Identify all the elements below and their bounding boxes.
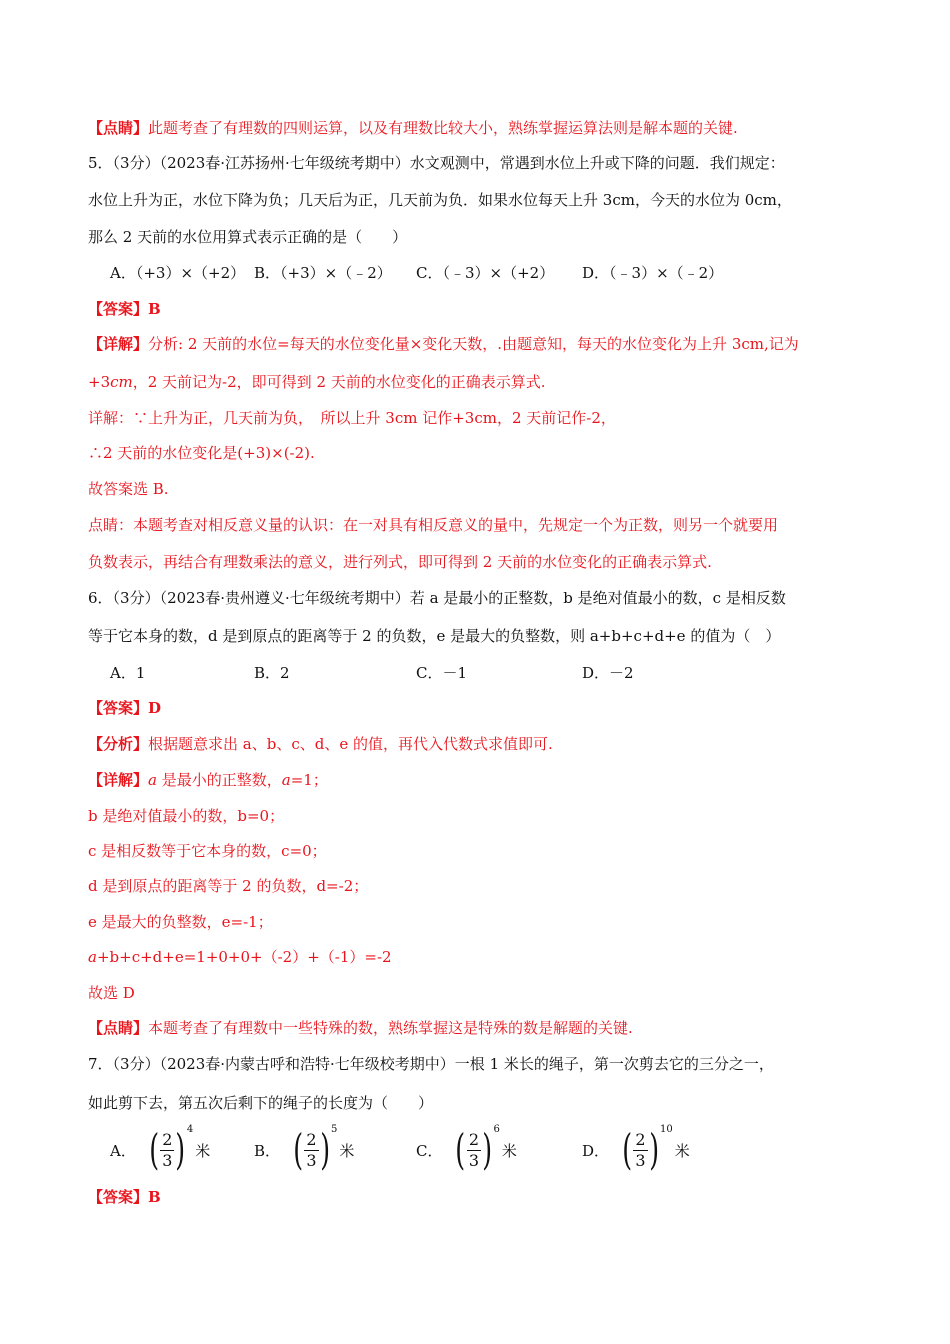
q6-analysis-text: 根据题意求出 a、b、c、d、e 的值，再代入代数式求值即可. bbox=[148, 735, 553, 753]
q6-detail-line5: e 是最大的负整数，e=-1； bbox=[88, 913, 273, 931]
q6-detail-line1 bbox=[88, 770, 328, 790]
q6-option-b: B．2 bbox=[254, 664, 290, 682]
q7-option-d-rparen: ) bbox=[648, 1125, 659, 1174]
q7-option-c-num: 2 bbox=[468, 1129, 480, 1149]
q7-option-a-fraction bbox=[160, 1130, 174, 1171]
q5-option-b: B．（+3）×（﹣2） bbox=[254, 264, 392, 282]
q7-option-a-lparen: ( bbox=[149, 1125, 159, 1174]
q5-detail-line5: 故答案选 B. bbox=[88, 480, 169, 498]
q7-option-b-unit: 米 bbox=[339, 1141, 355, 1160]
q6-analysis bbox=[88, 734, 553, 754]
q5-option-d: D．（﹣3）×（﹣2） bbox=[582, 264, 724, 282]
q5-detail-line1 bbox=[88, 334, 799, 354]
q6-tip-tag: 【点睛】 bbox=[88, 1019, 149, 1037]
q5-detail-line4: ∴2 天前的水位变化是(+3)×(-2). bbox=[88, 444, 315, 462]
q6-detail-line4: d 是到原点的距离等于 2 的负数，d=-2； bbox=[88, 877, 369, 895]
q7-option-b-den: 3 bbox=[306, 1150, 317, 1170]
q7-option-b-rparen: ) bbox=[319, 1125, 330, 1174]
q6-detail-tag: 【详解】 bbox=[88, 771, 149, 789]
q6-option-a: A．1 bbox=[110, 664, 146, 682]
q7-option-c-unit: 米 bbox=[501, 1141, 517, 1160]
q7-option-a-num: 2 bbox=[162, 1129, 173, 1149]
q5-stem-line2: 水位上升为正，水位下降为负；几天后为正，几天前为负．如果水位每天上升 3cm，今天的水位为 0cm， bbox=[88, 191, 792, 209]
q5-tip-line1: 点睛：本题考查对相反意义量的认识：在一对具有相反意义的量中，先规定一个为正数，则另一个就要用 bbox=[88, 516, 779, 534]
q7-option-d-num: 2 bbox=[635, 1129, 646, 1149]
q5-detail-text1: 分析: 2 天前的水位=每天的水位变化量×变化天数，.由题意知，每天的水位变化为上升 3cm,记为 bbox=[148, 335, 799, 353]
q6-detail1-var: a bbox=[148, 771, 157, 789]
q6-stem-line1: 6．（3分）（2023春·贵州遵义·七年级统考期中）若 a 是最小的正整数，b 是绝对值最小的数，c 是相反数 bbox=[88, 589, 786, 607]
q7-option-a-exp: 4 bbox=[186, 1124, 194, 1135]
q6-stem-line2: 等于它本身的数，d 是到原点的距离等于 2 的负数，e 是最大的负整数，则 a+b+c+d+e 的值为（ ） bbox=[88, 627, 781, 645]
q7-option-c-exp: 6 bbox=[493, 1124, 500, 1135]
q5-detail-line3: 详解：∵上升为正，几天前为负， 所以上升 3cm 记作+3cm，2 天前记作-2， bbox=[88, 409, 616, 427]
q7-option-a bbox=[110, 1120, 210, 1180]
q5-answer: 【答案】B bbox=[88, 300, 161, 318]
q6-detail-line6 bbox=[88, 947, 392, 967]
q6-tip bbox=[88, 1018, 633, 1038]
q7-option-a-den: 3 bbox=[162, 1150, 173, 1170]
q7-option-a-letter: A． bbox=[110, 1141, 136, 1160]
q7-option-b bbox=[254, 1120, 354, 1180]
q5-detail-line2 bbox=[88, 372, 546, 392]
q7-option-c-fraction bbox=[467, 1130, 481, 1171]
q5-detail2-a: +3 bbox=[88, 373, 111, 391]
q5-option-a: A．（+3）×（+2） bbox=[110, 264, 246, 282]
q7-stem-line2: 如此剪下去，第五次后剩下的绳子的长度为（ ） bbox=[88, 1094, 434, 1112]
q7-option-b-fraction bbox=[304, 1130, 318, 1171]
q7-option-d-fraction bbox=[633, 1130, 647, 1171]
q5-tip-line2: 负数表示，再结合有理数乘法的意义，进行列式，即可得到 2 天前的水位变化的正确表示算式. bbox=[88, 553, 712, 571]
q7-option-b-exp: 5 bbox=[331, 1124, 338, 1135]
q7-option-d bbox=[582, 1120, 690, 1180]
q7-option-a-unit: 米 bbox=[195, 1141, 211, 1160]
q7-option-c-den: 3 bbox=[468, 1150, 480, 1170]
q5-detail2-c: ，2 天前记为-2，即可得到 2 天前的水位变化的正确表示算式. bbox=[132, 373, 546, 391]
q7-option-c-letter: C． bbox=[416, 1141, 443, 1160]
q5-detail-tag: 【详解】 bbox=[88, 335, 149, 353]
q6-detail6-text: +b+c+d+e=1+0+0+（-2）+（-1）=-2 bbox=[96, 948, 392, 966]
q4-tip bbox=[88, 118, 738, 138]
q6-option-c: C．－1 bbox=[416, 664, 468, 682]
q7-option-d-exp: 10 bbox=[660, 1124, 673, 1135]
q7-option-b-letter: B． bbox=[254, 1141, 281, 1160]
q5-option-c: C．（﹣3）×（+2） bbox=[416, 264, 555, 282]
q6-detail-line3: c 是相反数等于它本身的数，c=0； bbox=[88, 842, 327, 860]
q7-option-d-den: 3 bbox=[635, 1150, 646, 1170]
q4-tip-text: 此题考查了有理数的四则运算，以及有理数比较大小，熟练掌握运算法则是解本题的关键. bbox=[148, 119, 738, 137]
q5-stem-line1: 5．（3分）（2023春·江苏扬州·七年级统考期中）水文观测中，常遇到水位上升或下降的问题．我们规定： bbox=[88, 154, 785, 172]
q6-detail1-text: 是最小的正整数， bbox=[156, 771, 282, 789]
q7-option-c bbox=[416, 1120, 517, 1180]
q6-detail1-var2: a bbox=[281, 771, 291, 789]
q7-answer: 【答案】B bbox=[88, 1188, 161, 1206]
q5-detail2-b: cm bbox=[110, 373, 133, 391]
q6-analysis-tag: 【分析】 bbox=[88, 735, 149, 753]
q7-option-d-lparen: ( bbox=[622, 1125, 633, 1174]
q7-option-c-lparen: ( bbox=[455, 1125, 466, 1174]
q6-answer: 【答案】D bbox=[88, 699, 162, 717]
q7-option-d-letter: D． bbox=[582, 1141, 610, 1160]
q7-option-b-lparen: ( bbox=[293, 1125, 304, 1174]
q7-option-b-num: 2 bbox=[306, 1129, 317, 1149]
q6-detail-line2: b 是绝对值最小的数，b=0； bbox=[88, 807, 285, 825]
q7-option-c-rparen: ) bbox=[482, 1125, 493, 1174]
q4-tip-tag: 【点睛】 bbox=[88, 119, 149, 137]
q5-stem-line3: 那么 2 天前的水位用算式表示正确的是（ ） bbox=[88, 228, 408, 246]
q7-option-d-unit: 米 bbox=[674, 1141, 690, 1160]
q7-stem-line1: 7．（3分）（2023春·内蒙古呼和浩特·七年级校考期中）一根 1 米长的绳子，第一次剪去它的三分之一， bbox=[88, 1055, 774, 1073]
q6-option-d: D．－2 bbox=[582, 664, 634, 682]
q6-detail-line7: 故选 D bbox=[88, 984, 135, 1002]
q6-detail6-var: a bbox=[88, 948, 97, 966]
q6-detail1-end: =1； bbox=[290, 771, 328, 789]
q6-tip-text: 本题考查了有理数中一些特殊的数，熟练掌握这是特殊的数是解题的关键. bbox=[148, 1019, 633, 1037]
q7-option-a-rparen: ) bbox=[175, 1125, 186, 1174]
